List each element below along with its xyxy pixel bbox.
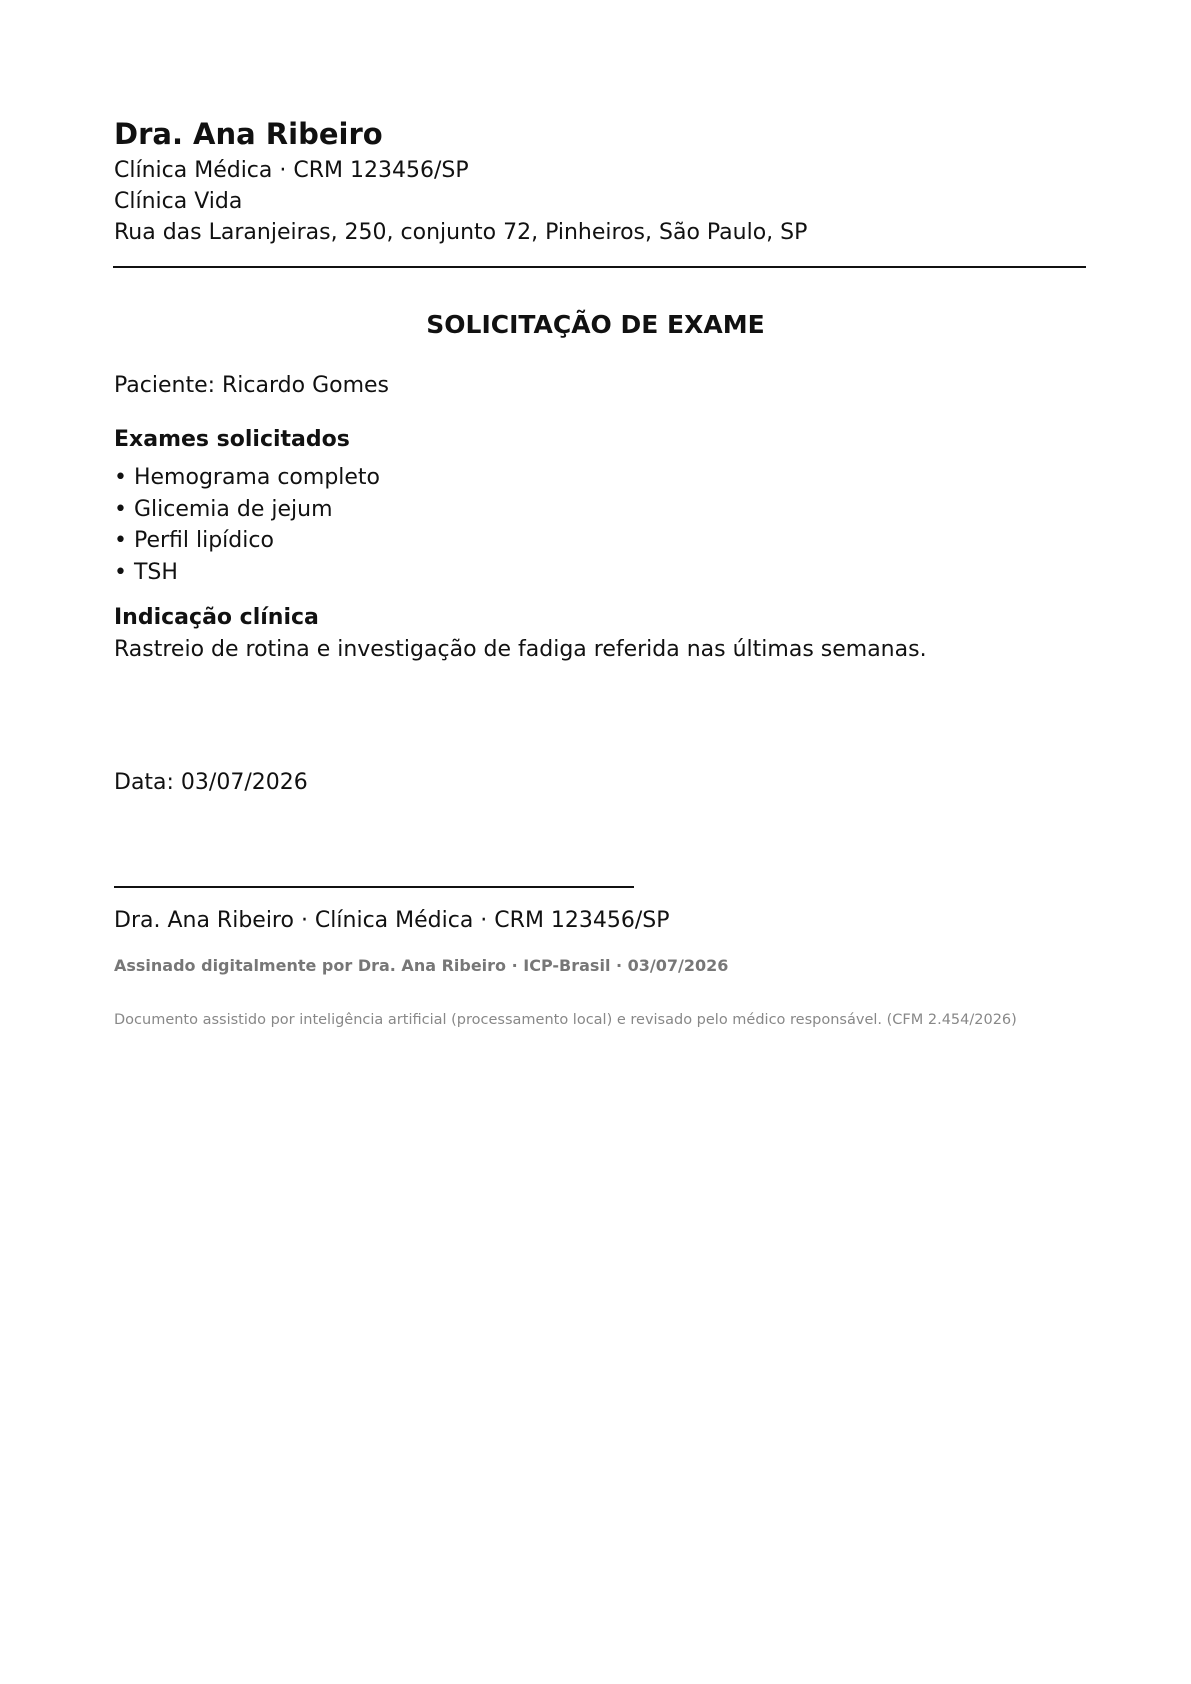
digital-signature-note: Assinado digitalmente por Dra. Ana Ribeiro · ICP-Brasil · 03/07/2026 bbox=[114, 956, 729, 975]
list-item: • Perfil lipídico bbox=[114, 528, 274, 553]
exams-heading: Exames solicitados bbox=[114, 427, 350, 452]
clinic-name: Clínica Vida bbox=[114, 189, 243, 214]
exam-list bbox=[114, 462, 380, 588]
header-divider bbox=[113, 266, 1086, 268]
list-item: • TSH bbox=[114, 559, 178, 585]
doctor-name: Dra. Ana Ribeiro bbox=[114, 117, 383, 151]
ai-disclaimer: Documento assistido por inteligência artificial (processamento local) e revisado pelo médico responsável. (CFM 2.454/2026) bbox=[114, 1012, 1017, 1028]
date-line: Data: 03/07/2026 bbox=[114, 770, 308, 795]
document-title: SOLICITAÇÃO DE EXAME bbox=[426, 310, 765, 339]
specialty-crm-line: Clínica Médica · CRM 123456/SP bbox=[114, 158, 469, 183]
signature-line bbox=[114, 886, 634, 888]
patient-line: Paciente: Ricardo Gomes bbox=[114, 373, 389, 398]
list-item: • Glicemia de jejum bbox=[114, 496, 333, 522]
indication-heading: Indicação clínica bbox=[114, 605, 319, 630]
signer-line: Dra. Ana Ribeiro · Clínica Médica · CRM 123456/SP bbox=[114, 908, 670, 933]
list-item: • Hemograma completo bbox=[114, 465, 381, 490]
indication-text: Rastreio de rotina e investigação de fadiga referida nas últimas semanas. bbox=[114, 637, 927, 662]
clinic-address: Rua das Laranjeiras, 250, conjunto 72, Pinheiros, São Paulo, SP bbox=[114, 220, 808, 245]
